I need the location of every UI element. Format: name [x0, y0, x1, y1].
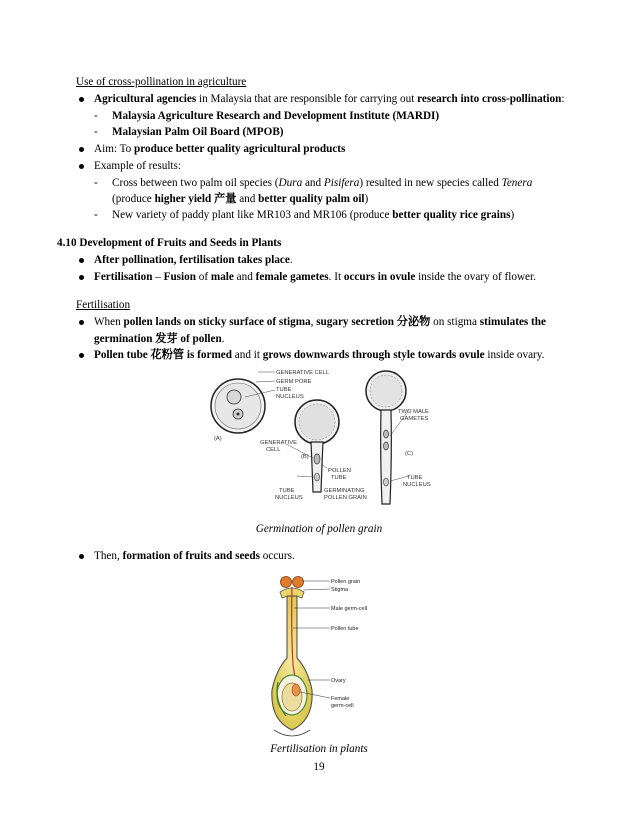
label-stigma: Stigma	[331, 587, 349, 593]
label-nucleus-3: NUCLEUS	[403, 482, 431, 488]
bullet-pollen-lands-cont: germination 发芽 of pollen.	[94, 333, 225, 345]
label-nucleus: NUCLEUS	[276, 394, 304, 400]
label-two-male: TWO MALE	[398, 409, 429, 415]
label-pollen-grain: POLLEN GRAIN	[324, 495, 367, 501]
label-pollen-tube: TUBE	[331, 475, 347, 481]
label-ovary: Ovary	[331, 678, 346, 684]
pollen-grain-c	[366, 371, 406, 504]
label-a: (A)	[214, 436, 222, 442]
result-paddy: New variety of paddy plant like MR103 and MR106 (produce better quality rice grains)	[112, 209, 515, 221]
label-cell: CELL	[266, 447, 281, 453]
dash-icon: -	[94, 110, 98, 122]
label-generative-cell: GENERATIVE CELL	[276, 370, 330, 376]
label-germ-pore: GERM PORE	[276, 379, 312, 385]
label-pollen-grain-2: Pollen grain	[331, 579, 361, 585]
figure-caption-germination: Germination of pollen grain	[255, 523, 383, 535]
figure-caption-fertilisation: Fertilisation in plants	[270, 743, 368, 755]
bullet-icon	[79, 554, 84, 559]
germination-figure	[200, 364, 450, 516]
agency-mardi: Malaysia Agriculture Research and Development Institute (MARDI)	[112, 110, 440, 122]
label-tube-nucleus-2: NUCLEUS	[275, 495, 303, 501]
bullet-agricultural-agencies: Agricultural agencies in Malaysia that are responsible for carrying out research into cross-pollination:	[94, 93, 565, 105]
label-tube-3: TUBE	[407, 475, 423, 481]
bullet-icon	[79, 164, 84, 169]
bullet-fruits-seeds: Then, formation of fruits and seeds occurs.	[94, 550, 295, 562]
bullet-icon	[79, 97, 84, 102]
bullet-aim: Aim: To produce better quality agricultural products	[94, 143, 346, 155]
bullet-icon	[79, 258, 84, 263]
result-palm-oil: Cross between two palm oil species (Dura and Pisifera) resulted in new species called Tenera	[112, 177, 533, 189]
label-tube: TUBE	[276, 387, 292, 393]
bullet-icon	[79, 353, 84, 358]
bullet-icon	[79, 320, 84, 325]
label-gametes: GAMETES	[400, 416, 429, 422]
label-tube-nucleus-1: TUBE	[279, 488, 295, 494]
dash-icon: -	[94, 126, 98, 138]
flower-carpel	[272, 577, 312, 737]
label-germinating: GERMINATING	[324, 488, 365, 494]
label-germ-cell: germ-cell	[331, 703, 354, 709]
label-generative: GENERATIVE	[260, 440, 297, 446]
bullet-icon	[79, 275, 84, 280]
agency-mpob: Malaysian Palm Oil Board (MPOB)	[112, 126, 284, 138]
bullet-example-results: Example of results:	[94, 160, 181, 172]
label-pollen: POLLEN	[328, 468, 351, 474]
page-number: 19	[313, 761, 325, 773]
label-c: (C)	[405, 451, 414, 457]
bullet-fertilisation-definition: Fertilisation – Fusion of male and female gametes. It occurs in ovule inside the ovary of flower.	[94, 271, 536, 283]
pollen-grain-a	[211, 379, 265, 433]
label-b: (B)	[301, 454, 309, 460]
label-pollen-tube-2: Pollen tube	[331, 626, 359, 632]
bullet-pollen-tube: Pollen tube 花粉管 is formed and it grows downwards through style towards ovule inside ovary.	[94, 349, 545, 361]
result-palm-oil-detail: (produce higher yield 产量 and better quality palm oil)	[112, 193, 369, 205]
bullet-pollen-lands: When pollen lands on sticky surface of stigma, sugary secretion 分泌物 on stigma stimulates the	[94, 316, 546, 328]
dash-icon: -	[94, 209, 98, 221]
dash-icon: -	[94, 177, 98, 189]
bullet-after-pollination: After pollination, fertilisation takes place.	[94, 254, 293, 266]
fertilisation-figure	[256, 570, 396, 742]
section-heading-cross-pollination: Use of cross-pollination in agriculture	[76, 76, 247, 88]
section-heading-fertilisation: Fertilisation	[76, 299, 131, 311]
section-heading-development: 4.10 Development of Fruits and Seeds in Plants	[57, 237, 282, 249]
label-female: Female	[331, 696, 350, 702]
label-male-germ-cell: Male germ-cell	[331, 606, 368, 612]
bullet-icon	[79, 147, 84, 152]
